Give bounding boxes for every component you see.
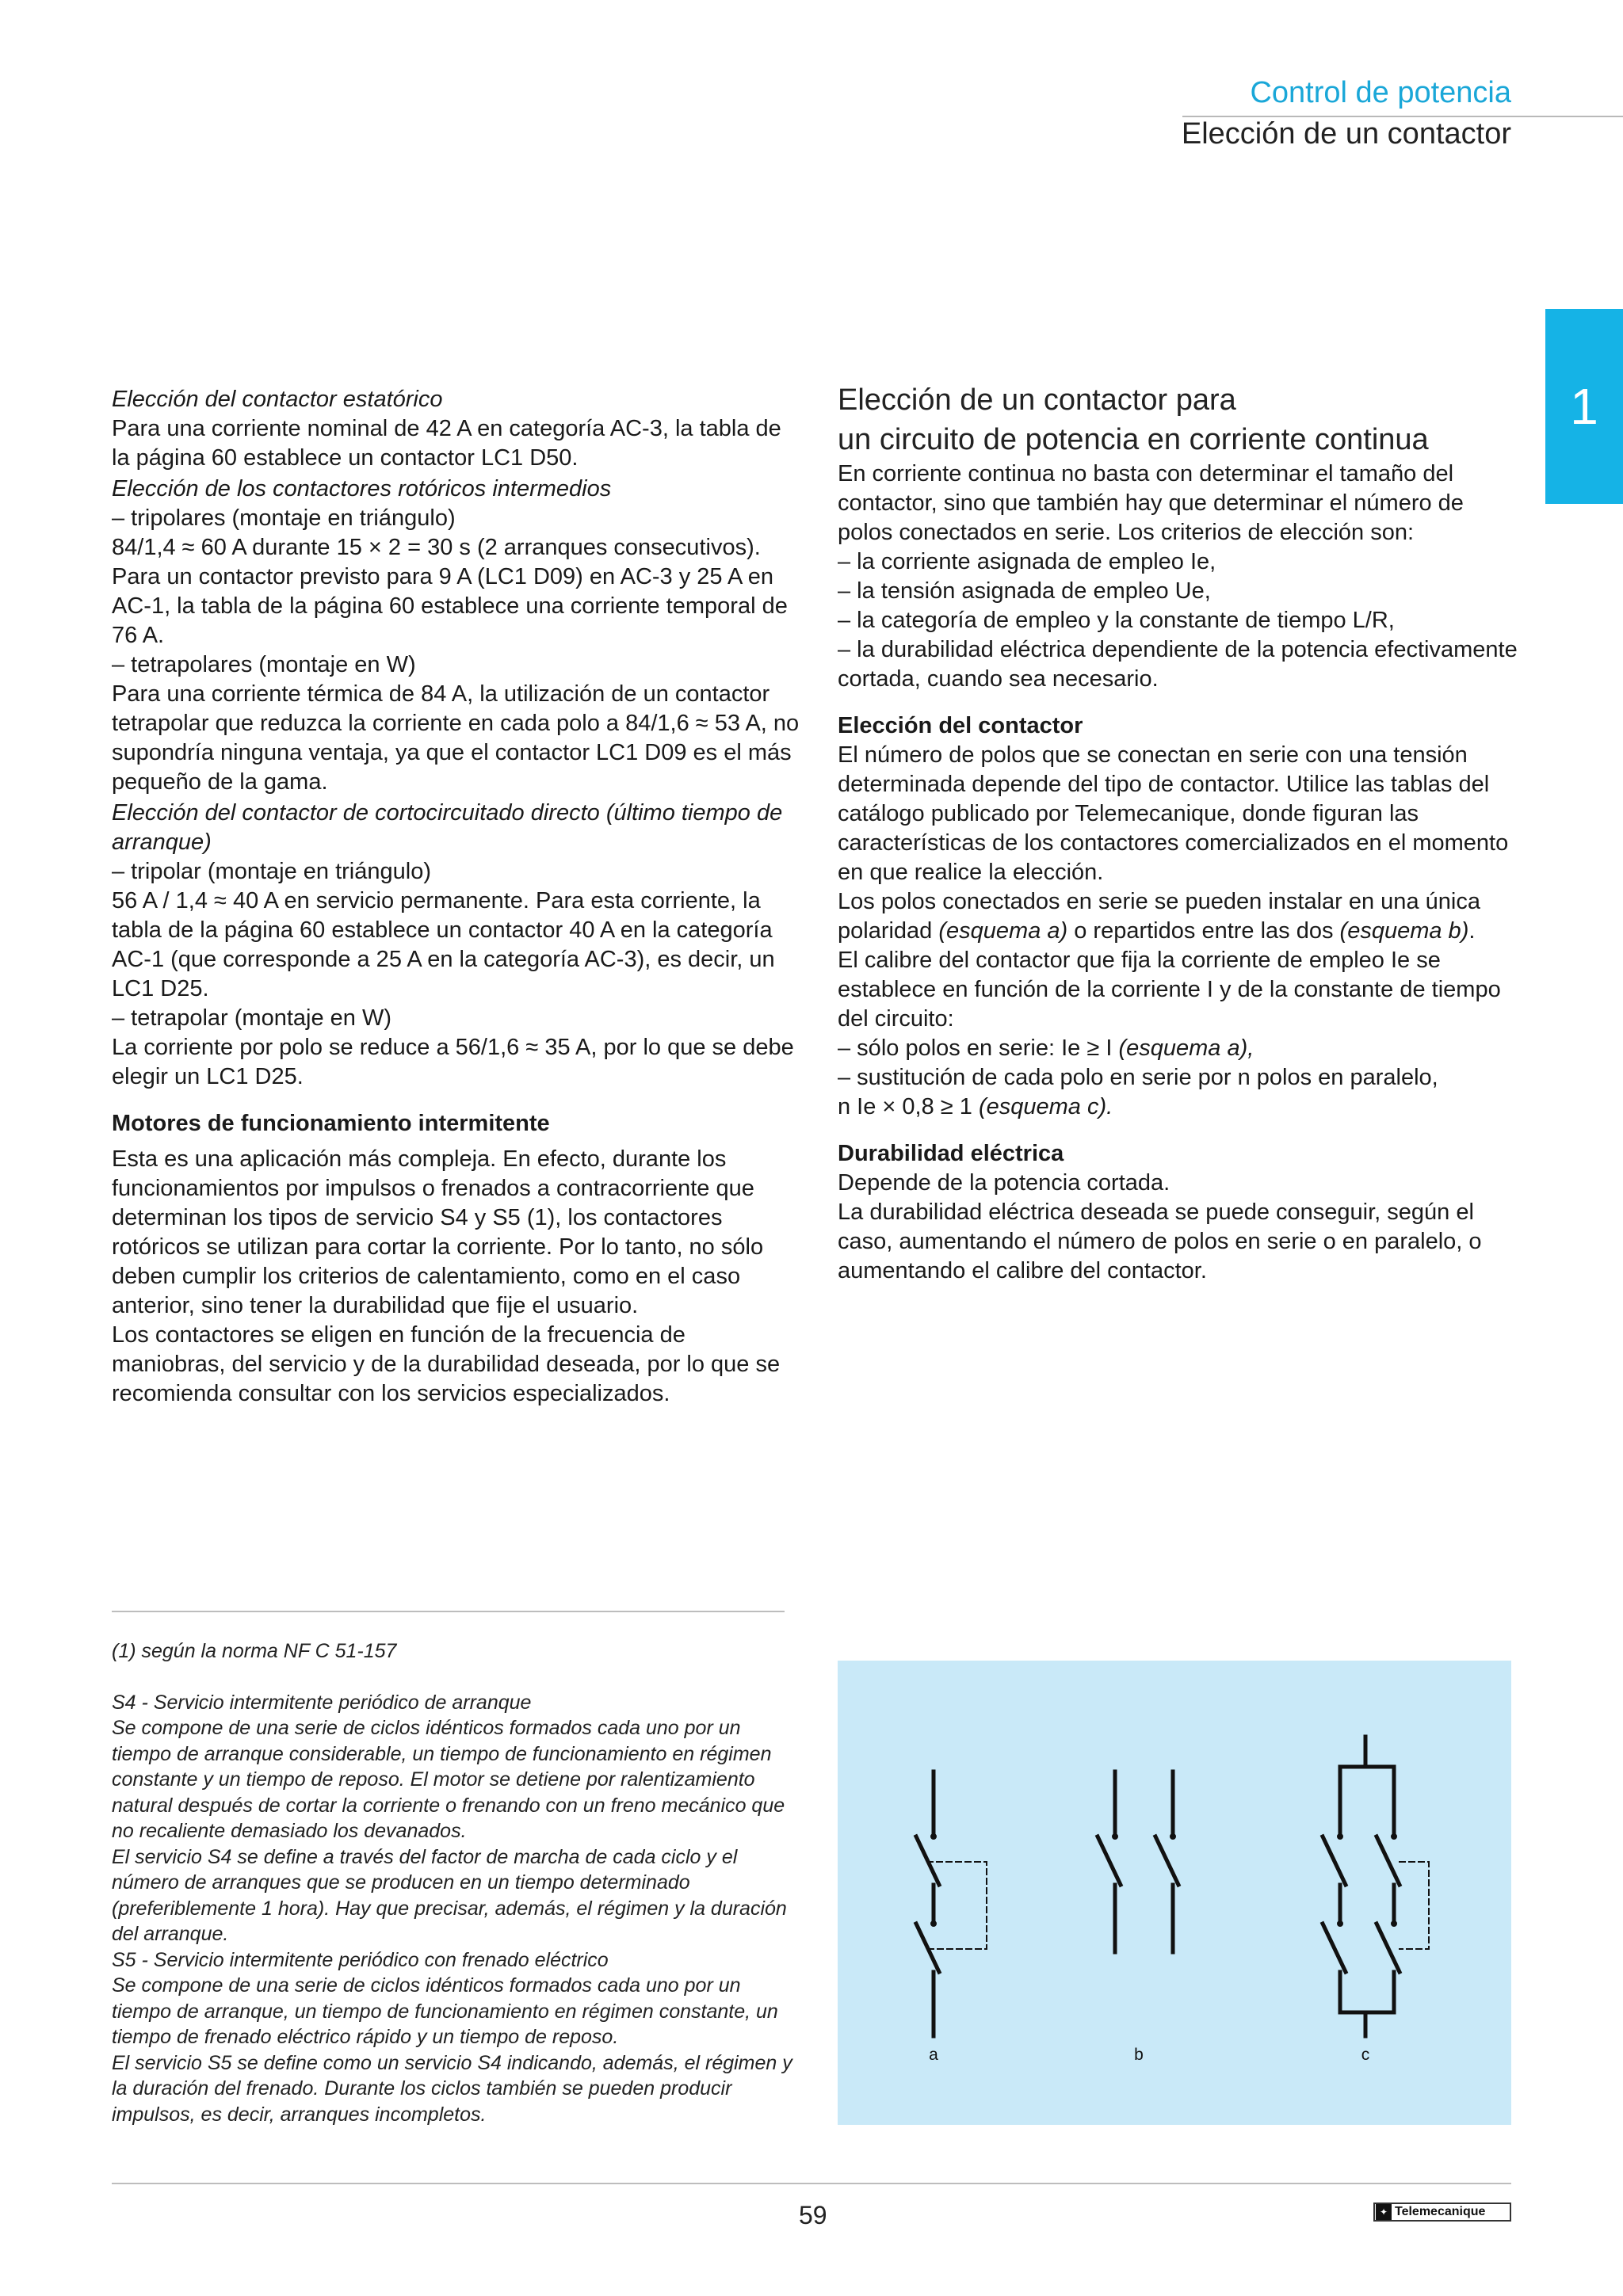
mechanical-link	[1400, 1862, 1429, 1949]
section-title: Control de potencia	[1250, 76, 1511, 109]
pole-contact	[916, 1836, 939, 1885]
text-span: – sólo polos en serie: Ie ≥ I	[838, 1035, 1119, 1061]
choice-heading: Elección del contactor	[838, 713, 1083, 738]
scheme-label-b: b	[1134, 2046, 1144, 2064]
chapter-tab: 1	[1545, 309, 1623, 504]
footnote-ref: (1) según la norma NF C 51-157	[112, 1640, 397, 1662]
pole-contact	[1323, 1924, 1346, 1972]
footnote-line: El servicio S4 se define a través del factor de marcha de cada ciclo y el número de arranques que se producen en un tiempo determinado (preferiblemente 1 hora). Hay que precisar, además, el régimen y la duración del arranque.	[112, 1845, 787, 1945]
footnote-line: Se compone de una serie de ciclos idénticos formados cada uno por un tiempo de arranque considerable, un tiempo de funcionamiento en régimen constante y un tiempo de reposo. El motor se detiene por ralentizamiento natural después de cortar la corriente o frenando con un freno mecánico que no recaliente demasiado los devanados.	[112, 1717, 785, 1842]
text-span: Los polos conectados en serie se pueden instalar en una única polaridad	[838, 889, 1480, 944]
criteria-item: – la tensión asignada de empleo Ue,	[838, 578, 1211, 604]
stator-text: Para una corriente nominal de 42 A en categoría AC-3, la tabla de la página 60 establece un contactor LC1 D50.	[112, 416, 781, 471]
pole-contact	[1098, 1836, 1121, 1885]
durability-heading: Durabilidad eléctrica	[838, 1141, 1064, 1166]
scheme-ref: (esquema c).	[978, 1094, 1113, 1119]
short-line: La corriente por polo se reduce a 56/1,6 ≈ 35 A, por lo que se debe elegir un LC1 D25.	[112, 1035, 794, 1089]
section-heading: un circuito de potencia en corriente continua	[838, 423, 1429, 456]
section-heading: Elección de un contactor para	[838, 383, 1236, 417]
scheme-label-a: a	[929, 2046, 938, 2064]
pole-contact	[1377, 1924, 1400, 1972]
rotor-line: Para un contactor previsto para 9 A (LC1 D09) en AC-3 y 25 A en AC-1, la tabla de la página 60 establece una corriente temporal de 76 A.	[112, 564, 788, 648]
short-line: 56 A / 1,4 ≈ 40 A en servicio permanente. Para esta corriente, la tabla de la página 60 establece un contactor 40 A en la categoría AC-1 (que corresponde a 25 A en la categoría AC-3), es decir, un LC1 D25.	[112, 888, 775, 1001]
criteria-item: – la corriente asignada de empleo Ie,	[838, 549, 1216, 574]
choice-paragraph	[838, 1034, 1519, 1063]
short-heading: Elección del contactor de cortocircuitado directo (último tiempo de arranque)	[112, 800, 783, 855]
scheme-c	[1323, 1737, 1429, 2036]
intro-line: En corriente continua no basta con determinar el tamaño del contactor, sino que también hay que determinar el número de polos conectados en serie. Los criterios de elección son:	[838, 461, 1464, 545]
text-span: o repartidos entre las dos	[1067, 918, 1340, 944]
choice-paragraph: – sustitución de cada polo en serie por n polos en paralelo,	[838, 1065, 1438, 1090]
footnote-line: S4 - Servicio intermitente periódico de arranque	[112, 1691, 532, 1714]
contactor-poles-diagram	[838, 1661, 1511, 2125]
diagram-svg	[838, 1661, 1511, 2125]
choice-paragraph: El calibre del contactor que fija la corriente de empleo Ie se establece en función de la corriente I y de la constante de tiempo del circuito:	[838, 948, 1501, 1032]
page-number: 59	[799, 2201, 827, 2229]
text-span: .	[1468, 918, 1476, 944]
durability-paragraph: Depende de la potencia cortada.	[838, 1170, 1170, 1196]
footnote-divider	[112, 1611, 785, 1612]
pole-contact	[1323, 1836, 1346, 1885]
spacer	[838, 1122, 1519, 1139]
motors-heading: Motores de funcionamiento intermitente	[112, 1111, 550, 1136]
left-column	[112, 385, 801, 1409]
rotor-heading: Elección de los contactores rotóricos intermedios	[112, 476, 612, 502]
rotor-line: – tetrapolares (montaje en W)	[112, 652, 416, 677]
footnote-line: S5 - Servicio intermitente periódico con frenado eléctrico	[112, 1948, 609, 1971]
durability-paragraph: La durabilidad eléctrica deseada se puede conseguir, según el caso, aumentando el número de polos en serie o en paralelo, o aumentando el calibre del contactor.	[838, 1199, 1482, 1283]
scheme-ref: (esquema a)	[938, 918, 1068, 944]
spacer	[112, 1665, 793, 1690]
pole-contact	[1155, 1836, 1178, 1885]
pole-contact	[916, 1924, 939, 1972]
scheme-ref: (esquema a),	[1118, 1035, 1254, 1061]
scheme-label-c: c	[1361, 2046, 1370, 2064]
choice-paragraph: El número de polos que se conectan en serie con una tensión determinada depende del tipo de contactor. Utilice las tablas del catálogo publicado por Telemecanique, donde figuran las características de los contactores comercializados en el momento en que realice la elección.	[838, 742, 1509, 885]
footnote	[112, 1638, 793, 2127]
spacer	[112, 1092, 801, 1109]
right-column	[838, 380, 1519, 1286]
spacer	[838, 694, 1519, 711]
motors-paragraph: Los contactores se eligen en función de la frecuencia de maniobras, del servicio y de la durabilidad deseada, por lo que se recomienda consultar con los servicios especializados.	[112, 1322, 781, 1406]
scheme-a	[916, 1772, 987, 2036]
criteria-item: – la categoría de empleo y la constante de tiempo L/R,	[838, 608, 1395, 633]
choice-paragraph	[838, 887, 1519, 946]
short-line: – tripolar (montaje en triángulo)	[112, 859, 431, 884]
pole-contact	[1377, 1836, 1400, 1885]
brand-mark-icon: ✦	[1376, 2204, 1392, 2220]
short-line: – tetrapolar (montaje en W)	[112, 1005, 391, 1031]
rotor-line: 84/1,4 ≈ 60 A durante 15 × 2 = 30 s (2 arranques consecutivos).	[112, 535, 761, 560]
rotor-line: Para una corriente térmica de 84 A, la utilización de un contactor tetrapolar que reduzca la corriente en cada polo a 84/1,6 ≈ 53 A, no supondría ninguna ventaja, ya que el contactor LC1 D09 es el más pequeño de la gama.	[112, 681, 800, 795]
rotor-line: – tripolares (montaje en triángulo)	[112, 505, 456, 531]
stator-heading: Elección del contactor estatórico	[112, 387, 443, 412]
page-title: Elección de un contactor	[1181, 117, 1511, 151]
brand-name: Telemecanique	[1395, 2205, 1486, 2218]
criteria-item: – la durabilidad eléctrica dependiente de la potencia efectivamente cortada, cuando sea necesario.	[838, 637, 1518, 692]
footnote-line: El servicio S5 se define como un servicio S4 indicando, además, el régimen y la duración del frenado. Durante los ciclos también se pueden producir impulsos, es decir, arranques incompletos.	[112, 2051, 792, 2126]
scheme-b	[1098, 1772, 1178, 1952]
footer-divider	[112, 2183, 1511, 2184]
choice-paragraph	[838, 1093, 1519, 1122]
text-span: n Ie × 0,8 ≥ 1	[838, 1094, 979, 1119]
motors-paragraph: Esta es una aplicación más compleja. En efecto, durante los funcionamientos por impulsos o frenados a contracorriente que determinan los tipos de servicio S4 y S5 (1), los contactores rotóricos se utilizan para cortar la corriente. Por lo tanto, no sólo deben cumplir los criterios de calentamiento, como en el caso anterior, sino tener la durabilidad que fije el usuario.	[112, 1146, 764, 1318]
brand-logo	[1373, 2203, 1511, 2222]
scheme-ref: (esquema b)	[1339, 918, 1469, 944]
footnote-line: Se compone de una serie de ciclos idénticos formados cada uno por un tiempo de arranque, un tiempo de funcionamiento en régimen constante, un tiempo de frenado eléctrico rápido y un tiempo de reposo.	[112, 1974, 778, 2048]
